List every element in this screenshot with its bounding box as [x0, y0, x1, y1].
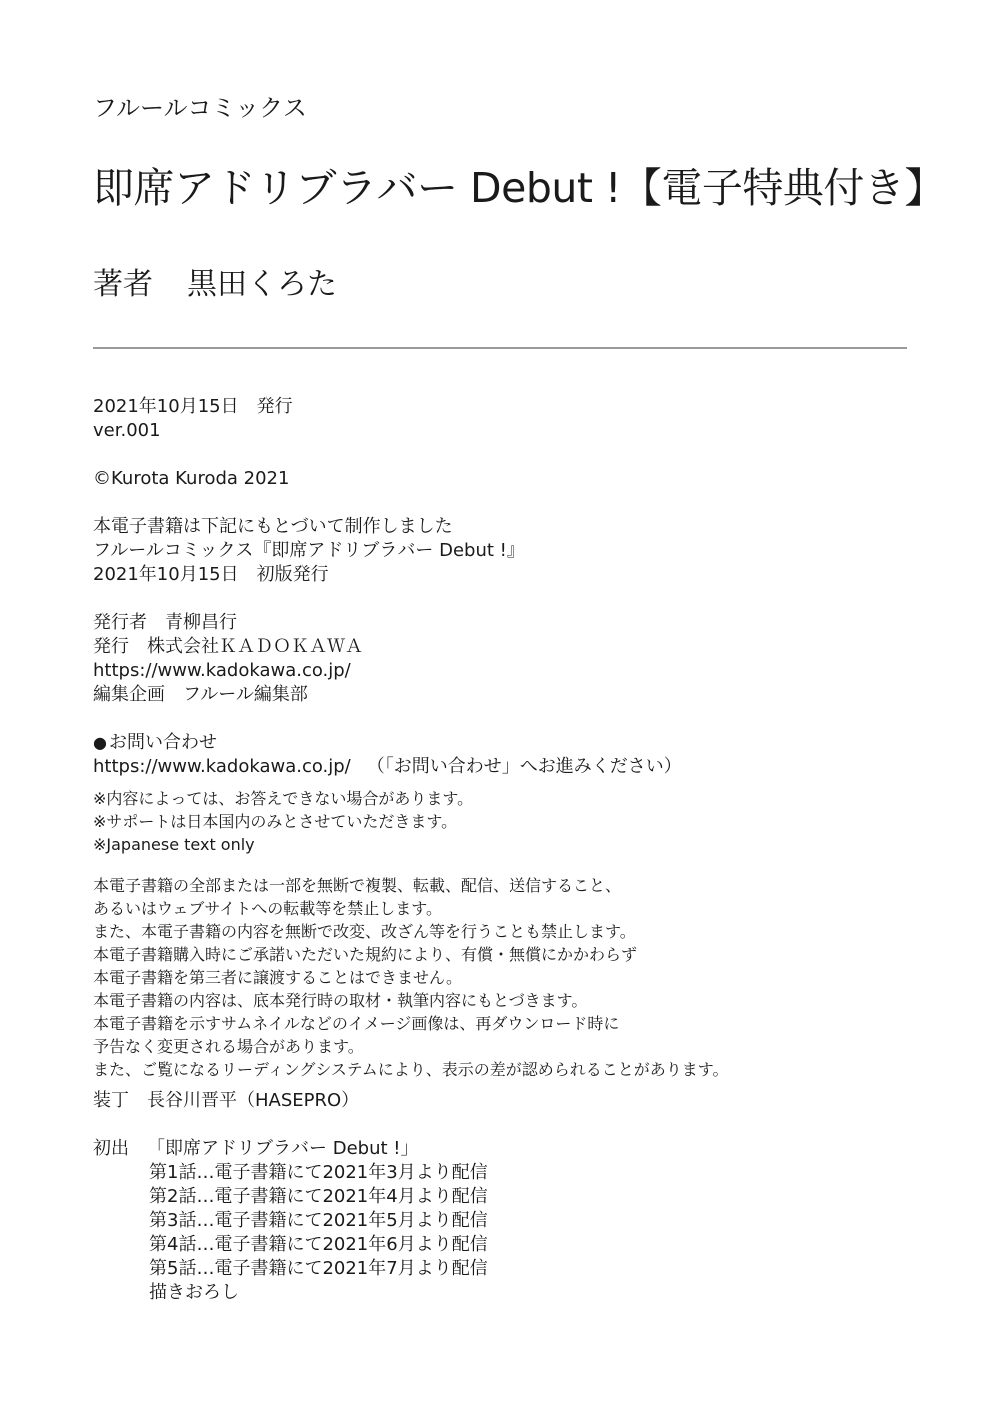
legal-line: 本電子書籍の内容は、底本発行時の取材・執筆内容にもとづきます。	[93, 991, 588, 1010]
contact-note: ※Japanese text only	[93, 835, 255, 854]
editorial-name: フルール編集部	[183, 684, 308, 705]
contact-url[interactable]: https://www.kadokawa.co.jp/	[93, 756, 351, 777]
version: ver.001	[93, 420, 161, 441]
issuer-label: 発行者	[93, 612, 147, 633]
bullet-icon: ●	[93, 733, 107, 752]
book-title: 即席アドリブラバー Debut !【電子特典付き】	[93, 164, 945, 212]
divider	[93, 347, 907, 349]
source-suffix: 初版発行	[256, 564, 329, 585]
contact-note: ※内容によっては、お答えできない場合があります。	[93, 789, 474, 808]
contact-info	[93, 731, 682, 779]
publication-suffix: 発行	[256, 396, 293, 417]
issuer-name: 青柳昌行	[165, 612, 237, 633]
first-appearance-item: 第1話…電子書籍にて2021年3月より配信	[149, 1162, 488, 1183]
first-appearance-item: 第2話…電子書籍にて2021年4月より配信	[149, 1186, 488, 1207]
source-date: 2021年10月15日	[93, 564, 239, 585]
first-appearance-item: 描きおろし	[149, 1282, 239, 1303]
first-appearance-item: 第4話…電子書籍にて2021年6月より配信	[149, 1234, 488, 1255]
author-line	[93, 266, 337, 304]
design-name: 長谷川晋平（HASEPRO）	[147, 1090, 360, 1111]
contact-heading: お問い合わせ	[108, 732, 217, 753]
legal-line: また、本電子書籍の内容を無断で改変、改ざん等を行うことも禁止します。	[93, 922, 636, 941]
contact-notes	[93, 787, 473, 856]
design-credit	[93, 1089, 359, 1113]
first-appearance-work: 「即席アドリブラバー Debut !」	[147, 1138, 419, 1159]
editorial-label: 編集企画	[93, 684, 165, 705]
publication-info	[93, 395, 293, 443]
first-appearance	[93, 1137, 488, 1305]
source-info	[93, 515, 525, 587]
publisher-info	[93, 611, 363, 707]
first-appearance-label: 初出	[93, 1138, 129, 1159]
legal-line: 本電子書籍を示すサムネイルなどのイメージ画像は、再ダウンロード時に	[93, 1014, 620, 1033]
source-line-2: フルールコミックス『即席アドリブラバー Debut !』	[93, 540, 525, 561]
author-role: 著者	[93, 267, 153, 302]
legal-line: あるいはウェブサイトへの転載等を禁止します。	[93, 899, 442, 918]
legal-notice	[93, 874, 729, 1081]
first-appearance-item: 第5話…電子書籍にて2021年7月より配信	[149, 1258, 488, 1279]
legal-line: 本電子書籍を第三者に譲渡することはできません。	[93, 968, 462, 987]
author-name: 黒田くろた	[187, 267, 337, 302]
contact-note: ※サポートは日本国内のみとさせていただきます。	[93, 812, 458, 831]
design-label: 装丁	[93, 1090, 129, 1111]
copyright: ©Kurota Kuroda 2021	[93, 468, 290, 489]
imprint-label: フルールコミックス	[93, 94, 307, 122]
legal-line: 本電子書籍購入時にご承諾いただいた規約により、有償・無償にかかわらず	[93, 945, 638, 964]
source-line-1: 本電子書籍は下記にもとづいて制作しました	[93, 516, 453, 537]
legal-line: また、ご覧になるリーディングシステムにより、表示の差が認められることがあります。	[93, 1060, 729, 1079]
publish-name: 株式会社ＫＡＤＯＫＡＷＡ	[147, 636, 363, 657]
publication-date: 2021年10月15日	[93, 396, 239, 417]
copyright-block	[93, 467, 289, 491]
legal-line: 予告なく変更される場合があります。	[93, 1037, 364, 1056]
publish-label: 発行	[93, 636, 129, 657]
contact-url-note: （「お問い合わせ」へお進みください）	[366, 756, 682, 777]
legal-line: 本電子書籍の全部または一部を無断で複製、転載、配信、送信すること、	[93, 876, 622, 895]
publisher-url[interactable]: https://www.kadokawa.co.jp/	[93, 660, 351, 681]
first-appearance-item: 第3話…電子書籍にて2021年5月より配信	[149, 1210, 488, 1231]
